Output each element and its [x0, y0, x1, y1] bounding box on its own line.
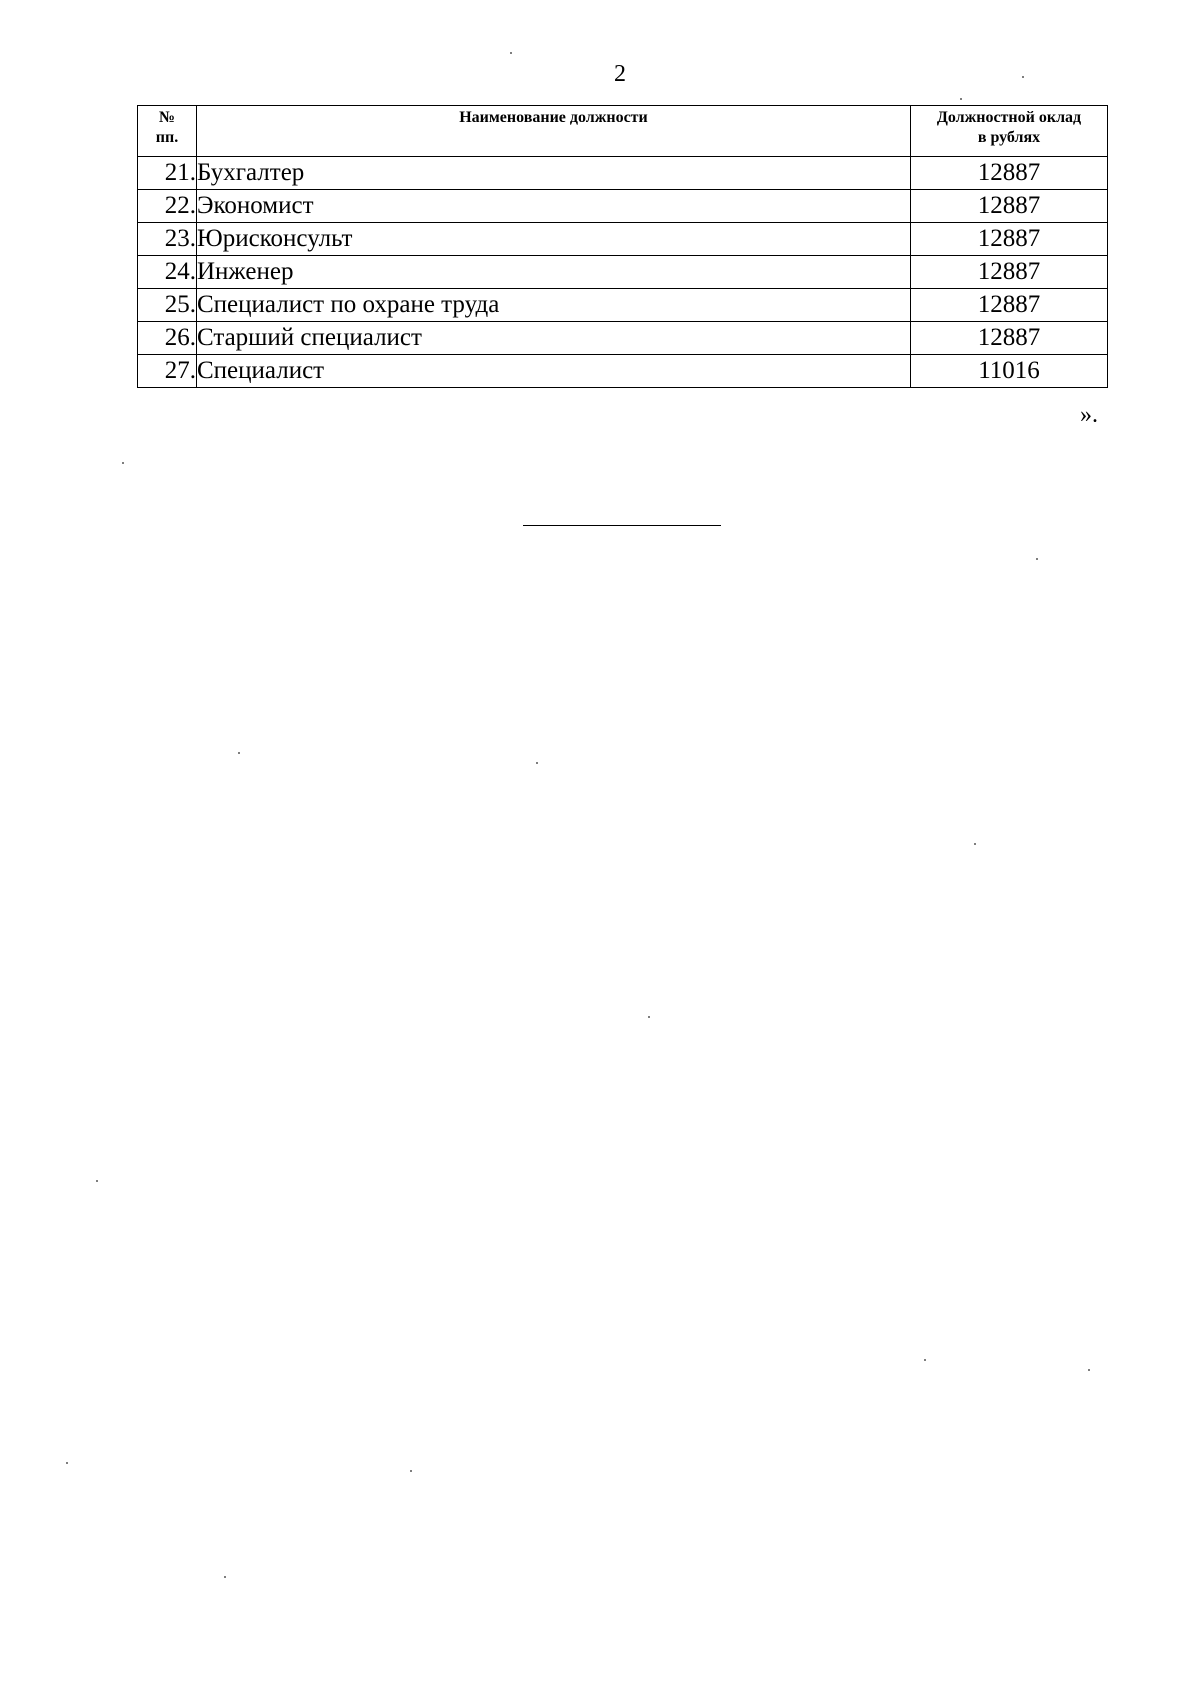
scan-speck [974, 843, 976, 845]
scan-speck [1088, 1369, 1090, 1371]
row-salary: 12887 [911, 223, 1108, 256]
row-salary: 12887 [911, 289, 1108, 322]
column-header-salary-line2: в рублях [977, 129, 1041, 146]
scan-speck [510, 52, 512, 54]
row-position-name: Бухгалтер [197, 157, 911, 190]
row-salary: 12887 [911, 256, 1108, 289]
column-header-number [138, 106, 197, 157]
table-row [138, 223, 1108, 256]
scan-speck [224, 1576, 226, 1578]
row-number: 25. [138, 289, 197, 322]
scan-speck [410, 1470, 412, 1472]
row-number: 24. [138, 256, 197, 289]
scan-speck [66, 1462, 68, 1464]
row-position-name: Экономист [197, 190, 911, 223]
row-salary: 12887 [911, 190, 1108, 223]
scan-speck [1036, 558, 1038, 560]
row-position-name: Юрисконсульт [197, 223, 911, 256]
table-row [138, 289, 1108, 322]
table-row [138, 190, 1108, 223]
page-number: 2 [614, 61, 626, 87]
scan-speck [238, 752, 240, 754]
table-row [138, 355, 1108, 388]
scan-speck [122, 462, 124, 464]
table-row [138, 322, 1108, 355]
column-header-salary [911, 106, 1108, 157]
row-position-name: Инженер [197, 256, 911, 289]
scan-speck [960, 98, 962, 100]
table-row [138, 157, 1108, 190]
salary-table [137, 105, 1108, 388]
scan-speck [96, 1180, 98, 1182]
row-position-name: Специалист по охране труда [197, 289, 911, 322]
scan-speck [536, 762, 538, 764]
row-number: 21. [138, 157, 197, 190]
row-salary: 12887 [911, 322, 1108, 355]
row-position-name: Специалист [197, 355, 911, 388]
row-number: 27. [138, 355, 197, 388]
row-number: 23. [138, 223, 197, 256]
row-number: 26. [138, 322, 197, 355]
row-number: 22. [138, 190, 197, 223]
table-header-row [138, 106, 1108, 157]
row-salary: 11016 [911, 355, 1108, 388]
table-row [138, 256, 1108, 289]
separator-line [523, 525, 721, 526]
scan-speck [1022, 76, 1024, 78]
closing-quote-mark: ». [1080, 402, 1098, 428]
column-header-number-line1: № [158, 109, 176, 126]
scan-speck [924, 1359, 926, 1361]
scan-speck [648, 1016, 650, 1018]
column-header-position: Наименование должности [197, 106, 911, 157]
column-header-salary-line1: Должностной оклад [936, 109, 1082, 126]
row-salary: 12887 [911, 157, 1108, 190]
row-position-name: Старший специалист [197, 322, 911, 355]
column-header-number-line2: пп. [155, 129, 179, 146]
